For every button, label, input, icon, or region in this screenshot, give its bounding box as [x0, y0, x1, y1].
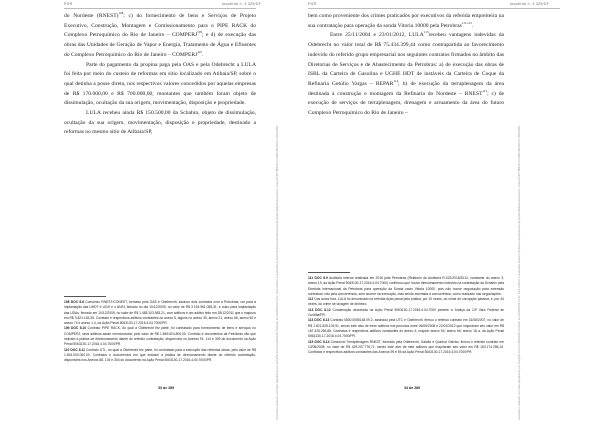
body-paragraph: LULA recebeu ainda R$ 150.500,00 da Schahin, objeto de dissimulação, ocultação da sua origem, movimentação, disposição e propriedade, destinado a reformas no mesmo sítio de Atibaia/SP, — [64, 110, 256, 136]
header-rule — [308, 8, 560, 9]
header-rule — [64, 8, 256, 9]
footnote-rule — [64, 296, 106, 297]
right-page — [300, 0, 600, 424]
header-center: Inquérito n. 4.325/DF — [510, 2, 550, 6]
left-footnotes — [64, 300, 256, 364]
body-paragraph: bem como proveniente dos crimes praticados por executivos da referida empreiteira na sua contratação para operação da sonda Vitoria 10000 pela Petrobras$^{111,112}$. — [308, 13, 504, 29]
right-body-text — [308, 12, 504, 119]
footnote: 113 DOC 8.12 Condenação decretada na Ação Penal 5063130-17.2016.4.04.7000 perante a Justiça da 13ª Vara Federal de Curitiba/PR. — [308, 307, 504, 318]
header-center: Inquérito n. 4.325/DF — [222, 2, 262, 6]
signature-side-text: Documento assinado via Token digitalmente por RAQUEL ELIAS FERREIRA DODGE, em 24/05/2019 14:32. Para verificar a assinatura acesse http://www.transparencia.mpf.mp.br/validacaodocumento. Chave 8C6C7B8E.DCA7A5B3.46A1B1C0.10F4C8D2 — [276, 125, 279, 420]
footnote: 110 DOC 8.11 Contrato UTL, do qual a Odebrecht fez parte, foi contratado para a execução das referidas obras, pelo valor de R$ 1.824.000.000,00. Contratos e documentos em que indicam a prática de direcionamento diante do referido contratação, disponíveis nos Anexos 88, 104 e 304 do documento na Ação Penal 5063130-17.2016.4.04.7000/PR. — [64, 347, 256, 363]
footnote: 109 DOC 8.10 Contrato PIPE RACK, do qual a Odebrecht fez parte, foi contratado para fornecimento de bens e serviços no COMPERJ, seus aditivos assim mencionados, pelo valor de R$ 1.869.624.800,00. Contrato e documentos da Petrobras vão que indicam a prática de direcionamento diante do referido contratação, disponíveis no Anexos 91, 114 e 305 do documento na Ação Penal 5063130-17.2016.4.04.7000/PR. — [64, 326, 256, 347]
footnote-rule — [308, 272, 350, 273]
left-body-text — [64, 12, 256, 138]
right-footnotes — [308, 276, 504, 355]
footnote: 108 DOC 8.8 Consórcio RNEST/CONEST, formado pela OAS e Odebrecht, assinou dois contratos com a Petrobras, um para a implantação das UHDT e UGH e o ANSI, firmado no dia 10/12/2009, no valor de R$ 3.194.961.085,31, e outro para implantação das UDAs, firmado em 10/12/2009, no valor de R$ 1.485.103.583,21, com aditivos e um aditivo feito em 28/12/2011 que o majorou em R$ 3.821.163,35. Constam e respectivos aditivos constantes do anexo 5, alguns no anexo 39, anexo 21, anexo 66, anexo 50 e anexo 74 e anexo 1.4, da Ação Penal 5063130-17.2016.4.04.7000/PR. — [64, 300, 256, 326]
footnote: 111 DOC 8.9 Auditoria interna realizada em 2016 pela Petrobras (Relatório de Auditoria R-022/2016/2014, constante do anexo 3, anexo 19, da Ação Penal 5063130-17.2016.4.04.7000) confirmou que houve direcionamento indevido na contratação da Schahin pela Diretoria Internacional da Petrobras para operação da Sonda navio Vitoria 10000, pois não houve negociação para extensão contratual, não pela concorrência, sem ocorrer na execução, mas sendo aventada a concorrência, como realizado nas negociações. — [308, 276, 504, 296]
header-left: PGR — [308, 2, 317, 6]
footnote: 114 DOC 8.13 Contrato 0800.0055148.09.2, assinado pela UTC e Odebrecht, firmou o referido contrato em 31/08/2007, no valor de R$ 1.821.828.125,91, sendo este alvo de treze aditivos nos períodos entre 06/06/2008 e 22/01/2012 que majoraram seu valor em R$ 167.425.296,88. Contratos e respectivos aditivos constantes do anexo 4, mapeio anexo 54, anexo 66, anexo 18 a, da Ação Penal 5063130-17.2016.4.04.7000/PR. — [308, 318, 504, 339]
page-number: 34 de 289 — [404, 386, 421, 390]
body-paragraph: Parte do pagamento da propina paga pela OAS e pela Odebrecht a LULA foi feita por meio do custeio de reformas em sítio localizado em Atibaia/SP, sobre o qual detinha a posse direta, nos respectivos valores concedidos por aquelas empresas de R$ 170.000,00 e R$ 700.000,00, montantes que também foram objeto de dissimulação, ocultação da sua origem, movimentação, disposição e propriedade. — [64, 61, 256, 107]
page-number: 33 de 289 — [158, 386, 175, 390]
signature-side-text: Documento assinado via Token digitalmente por RAQUEL ELIAS FERREIRA DODGE, em 24/05/2019 14:32. Para verificar a assinatura acesse http://www.transparencia.mpf.mp.br/validacaodocumento. Chave 8C6C7B8E.DCA7A5B3.46A1B1C0.10F4C8D2 — [518, 125, 521, 420]
footnote: 112 Dos autos fora, LULA foi denunciado na referida Ação penal pela prática, por 10 vezes, do crime de corrupção passiva, e, por 44 vezes, do crime de lavagem de dinheiro. — [308, 297, 504, 307]
header-left: PGR — [64, 2, 73, 6]
body-paragraph: Entre 25/11/2004 e 23/01/2012, LULA$^{113}$recebeu vantagens indevidas da Odebrecht no valor total de R$ 75.434.399,44 como contrapartida ao favorecimento indevido do referido grupo empresarial nos seguintes contratos firmados no âmbito das Diretorias de Serviços e de Abastecimento da Petrobras: a) de execução das obras de ISBL da Carteira de Gasolina e UGHE HDT de instáveis da Carteira de Coque da Refinaria Getúlio Vargas – REPAR$^{114}$; b) de execução da terraplenagem da área destinada à construção e montagem da Refinaria do Nordeste – RNEST$^{115}$; c) de execução de serviços de terraplenagem, drenagem e arruamento da área do futuro Complexo Petroquímico do Rio de Janeiro – — [308, 30, 505, 117]
body-paragraph: do Nordeste (RNEST)$^{108}$; c) do fornecimento de bens e Serviços de Projeto Executivo, Construção, Montagem e Comissionamento para o PIPE RACK do Complexo Petroquímico do Rio de Janeiro – COMPERJ$^{109}$; e d) de execução das obras das Unidades de Geração de Vapor e Energia, Tratamento de Água e Efluentes do Complexo Petroquímico do Rio de Janeiro – COMPERJ$^{110}$. — [64, 11, 256, 58]
footnote: 115 DOC 8.14 Consórcio Terraplenagem RNEST, formado pela Odebrecht, Galvão e Queiroz Galvão, firmou o referido contrato em 13/06/2008, no valor de R$ 429.207.776,71, sendo este alvo de sete aditivos que majoraram seu valor em R$ 183.174.256,10. Contratos e respectivos aditivos constantes dos Anexos 99 e 55 da Ação Penal 5063130-17.2016.4.04.7000/PR. — [308, 339, 504, 355]
